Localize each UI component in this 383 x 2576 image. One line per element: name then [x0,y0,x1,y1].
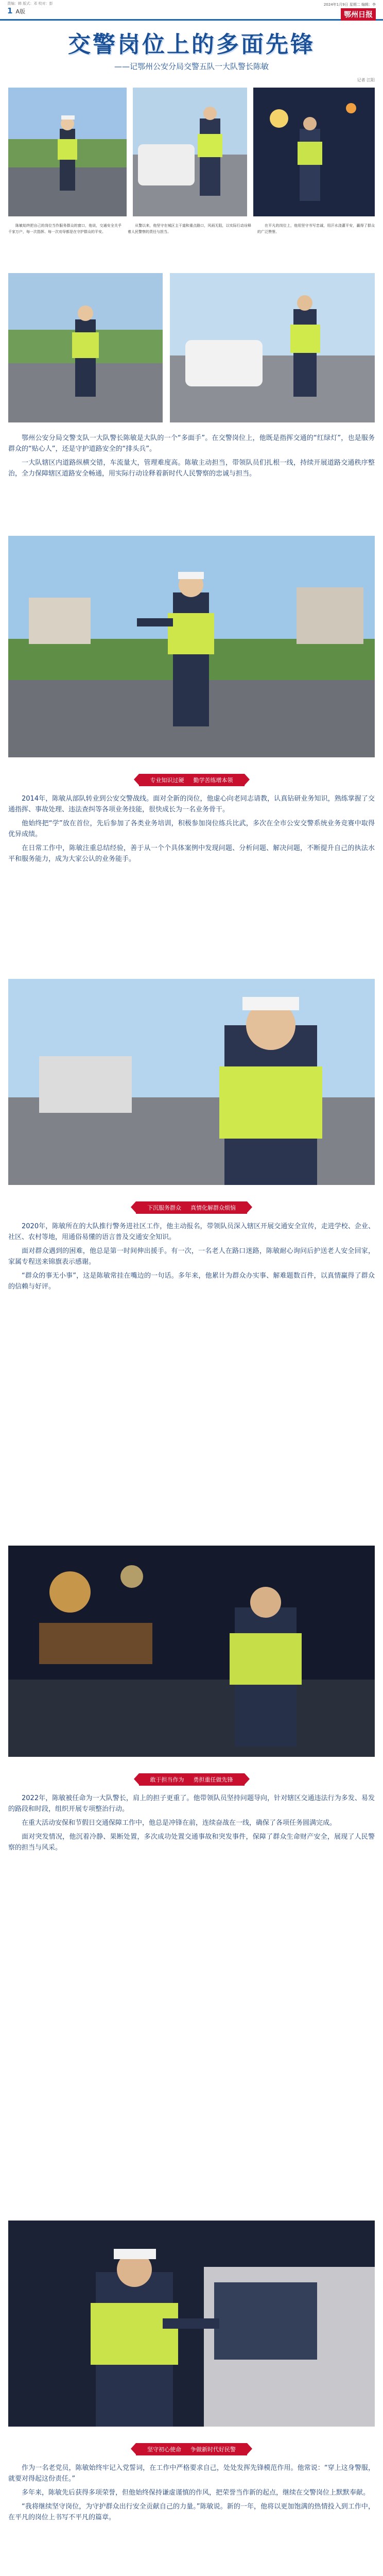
collage-text-column-2 [128,223,251,237]
collage-paragraph: 陈敏始终把自己的岗位当作服务群众的窗口，他说，交通安全关乎千家万户，每一次指挥、每一次劝导都是在守护群众的平安。 [8,224,121,234]
banner-block-4 [0,2437,383,2462]
banner-block-3 [0,1767,383,1792]
subheadline: ——记鄂州公安分局交警五队一大队警长陈敏 [114,62,269,71]
collage-text-column-1 [8,223,121,237]
section-paragraph: 2020年，陈敏所在的大队推行警务进社区工作，他主动报名，带领队员深入辖区开展交通安全宣传，走进学校、企业、社区、农村等地，用通俗易懂的语言普及交通安全知识。 [8,1223,375,1241]
banner-left-text: 下沉服务群众 [147,1205,181,1211]
headline: 交警岗位上的多面先锋 [68,31,315,58]
section-paragraph: 在重大活动安保和节假日交通保障工作中，他总是冲锋在前，连续奋战在一线，确保了各项任务圆满完成。 [22,1819,337,1827]
banner-right-text: 真情化解群众烦恼 [190,1205,236,1211]
photo-block-3 [0,1546,383,1757]
banner-left-text: 专业知识过硬 [150,777,184,784]
collage-text-column-3 [257,223,375,237]
intro-paragraph: 一大队辖区内道路纵横交错，车流量大，管理难度高。陈敏主动担当，带领队员们扎根一线，持续开展道路交通秩序整治，全力保障辖区道路安全畅通，用实际行动诠释着新时代人民警察的忠诚与担当。 [8,459,375,478]
issue-date: 2024年1月9日 星期二 编辑：李 [323,3,376,7]
masthead [0,0,383,21]
photo-block-2 [0,979,383,1185]
section-label: A版 [15,8,25,15]
banner-right-text: 勤学苦练增本领 [193,777,233,784]
section-paragraph: 面对突发情况，他沉着冷静、果断处置，多次成功处置交通事故和突发事件，保障了群众生命财产安全，展现了人民警察的担当与风采。 [8,1833,375,1852]
section-banner [136,2443,247,2455]
banner-block-1 [0,768,383,792]
headline-block [0,21,383,88]
collage-photo-traffic-duty [170,273,375,422]
byline: 记者 江阳 [357,78,375,82]
banner-block-2 [0,1195,383,1220]
photo-block-1 [0,536,383,757]
section-1 [0,793,383,868]
masthead-meta: 责编：韩 版式：邓 校对：彭 [7,2,53,6]
section-paragraph: 多年来，陈敏先后获得多项荣誉，但他始终保持谦虚谨慎的作风，把荣誉当作新的起点，继续在交警岗位上默默奉献。 [22,2489,370,2497]
photo-block-4 [0,2221,383,2427]
section-3 [0,1793,383,1856]
section-paragraph: 2014年，陈敏从部队转业到公安交警战线。面对全新的岗位，他虚心向老同志请教，认真钻研业务知识，熟练掌握了交通指挥、事故处理、违法查纠等各项业务技能，很快成长为一名业务骨干。 [8,795,375,814]
photo-night-duty [8,1546,375,1757]
banner-right-text: 争做新时代好民警 [190,2446,236,2453]
collage-photo-patrol-night [253,88,375,216]
collage-paragraph: 从警以来，他坚守在城区主干道和重点路口，风雨无阻，以实际行动诠释着人民警察的责任与担当。 [128,224,251,234]
section-banner [136,1201,247,1214]
collage-paragraph: 在平凡的岗位上，他用坚守书写忠诚，用汗水浇灌平安，赢得了群众的广泛赞誉。 [257,224,375,234]
photo-officer-portrait [8,979,375,1185]
intro-section [0,433,383,482]
banner-left-text: 敢于担当作为 [150,1776,184,1783]
section-number: 1 [7,6,13,15]
section-4 [0,2463,383,2526]
banner-right-text: 勇担重任做先锋 [193,1776,233,1783]
section-paragraph: 他始终把“学”放在首位，先后参加了各类业务培训，积极参加岗位练兵比武，多次在全市公安交警系统业务竞赛中取得优异成绩。 [8,820,375,838]
section-banner [139,774,245,786]
masthead-section [7,6,25,15]
masthead-right [324,2,376,21]
section-paragraph: 2022年，陈敏被任命为一大队警长，肩上的担子更重了。他带领队员坚持问题导向，针对辖区交通违法行为多发、易发的路段和时段，组织开展专项整治行动。 [8,1794,375,1813]
banner-left-text: 坚守初心使命 [147,2446,181,2453]
collage-photo-officer-street [8,88,127,216]
section-banner [139,1773,245,1786]
section-2 [0,1221,383,1295]
section-paragraph: 面对群众遇到的困难，他总是第一时间伸出援手。有一次，一名老人在路口迷路，陈敏耐心询问后护送老人安全回家，家属专程送来锦旗表示感谢。 [8,1247,375,1266]
section-paragraph: “群众的事无小事”，这是陈敏常挂在嘴边的一句话。多年来，他累计为群众办实事、解难题数百件，以真情赢得了群众的信赖与好评。 [8,1272,375,1291]
collage-photo-officer-car [133,88,247,216]
section-paragraph: “我将继续坚守岗位，为守护群众出行安全贡献自己的力量。”陈敏说。新的一年，他将以更加饱满的热情投入到工作中，在平凡的岗位上书写不平凡的篇章。 [8,2503,375,2521]
photo-officer-directing [8,536,375,757]
newspaper-logo: 鄂州日报 [341,8,376,21]
section-paragraph: 作为一名老党员，陈敏始终牢记入党誓词，在工作中严格要求自己，处处发挥先锋模范作用。他常说：“穿上这身警服，就要对得起这份责任。” [8,2464,375,2483]
section-paragraph: 在日常工作中，陈敏注重总结经验，善于从一个个具体案例中发现问题、分析问题、解决问题，不断提升自己的执法水平和服务能力，成为大家公认的业务能手。 [8,844,375,863]
photo-officer-car-window [8,2221,375,2427]
intro-paragraph: 鄂州公安分局交警支队一大队警长陈敏是大队的一个“多面手”。在交警岗位上，他既是指挥交通的“红绿灯”，也是服务群众的“贴心人”，还是守护道路安全的“排头兵”。 [8,434,375,453]
top-collage [0,88,383,428]
collage-photo-officer-road [8,273,163,422]
